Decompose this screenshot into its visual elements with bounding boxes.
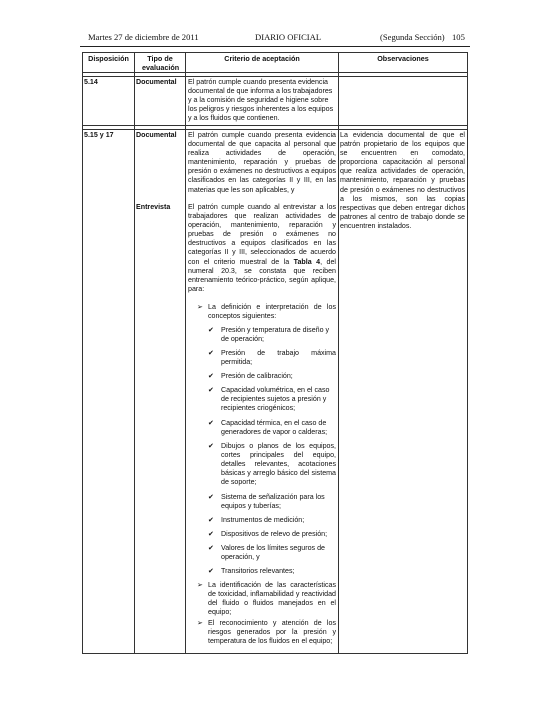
row1-disposicion: 5.14 — [84, 78, 98, 86]
list-subitem: Dibujos o planos de los equipos, cortes principales del equipo, detalles relevantes, acotaciones básicas y arreglo básico del sistema de soporte; — [221, 442, 336, 487]
list-item: El reconocimiento y atención de los riesgos generados por la presión y temperatura de los fluidos en el equipo; — [208, 619, 336, 646]
row2-tipo-documental: Documental — [136, 131, 177, 139]
column-header-disposicion: Disposición — [88, 54, 129, 63]
checkmark-bullet-icon: ✔ — [208, 420, 214, 427]
column-border — [185, 52, 186, 654]
row2-observaciones: La evidencia documental de que el patrón propietario de los equipos que se encuentren en comodato, proporciona capacitación al personal que realiza actividades de operación, mantenimiento, reparación y pruebas de presión o exámenes no destructivos a los mismos, son las copias respectivas que deben entregar dichos patrones al centro de trabajo donde se encuentren instalados. — [340, 131, 465, 230]
checkmark-bullet-icon: ✔ — [208, 494, 214, 501]
checkmark-bullet-icon: ✔ — [208, 327, 214, 334]
column-header-tipo: Tipo de evaluación — [142, 54, 180, 72]
header-section: (Segunda Sección) — [380, 32, 445, 42]
checkmark-bullet-icon: ✔ — [208, 350, 214, 357]
row1-criterio: El patrón cumple cuando presenta evidencia documental de que informa a los trabajadores y a la comisión de seguridad e higiene sobre los peligros y riesgos inherentes a los equipos y a los fluidos que contienen. — [188, 78, 334, 123]
page-header — [80, 32, 470, 46]
column-header-criterio: Criterio de aceptación — [224, 54, 300, 63]
checkmark-bullet-icon: ✔ — [208, 387, 214, 394]
checkmark-bullet-icon: ✔ — [208, 531, 214, 538]
table-bottom-border — [82, 653, 468, 654]
list-subitem: Instrumentos de medición; — [221, 516, 305, 524]
list-subitem: Presión de trabajo máxima permitida; — [221, 349, 336, 367]
checkmark-bullet-icon: ✔ — [208, 443, 214, 450]
list-item: La identificación de las características de toxicidad, inflamabilidad y reactividad del fluido o fluidos manejados en el equipo; — [208, 581, 336, 617]
column-header-observaciones: Observaciones — [377, 54, 429, 63]
row2-disposicion: 5.15 y 17 — [84, 131, 114, 139]
row1-tipo: Documental — [136, 78, 177, 86]
list-subitem: Transitorios relevantes; — [221, 567, 295, 575]
list-item: La definición e interpretación de los conceptos siguientes: — [208, 303, 336, 321]
header-date: Martes 27 de diciembre de 2011 — [88, 32, 199, 42]
row2-criterio-entrevista — [188, 203, 336, 294]
row-separator — [82, 125, 468, 126]
header-page-number: 105 — [452, 32, 465, 42]
row2-tipo-entrevista: Entrevista — [136, 203, 171, 211]
criterio-text: , del numeral 20.3, se constata que reciben entrenamiento teórico-práctico, según aplique, para: — [188, 257, 336, 293]
list-subitem: Dispositivos de relevo de presión; — [221, 530, 328, 538]
header-rule — [80, 46, 470, 47]
list-subitem: Valores de los límites seguros de operación, y — [221, 544, 325, 562]
tabla-reference: Tabla 4 — [293, 257, 321, 266]
row-separator — [82, 129, 468, 130]
checkmark-bullet-icon: ✔ — [208, 517, 214, 524]
list-subitem: Presión de calibración; — [221, 372, 293, 380]
list-subitem: Sistema de señalización para los equipos y tuberías; — [221, 493, 325, 511]
column-border — [338, 52, 339, 654]
arrow-bullet-icon: ➢ — [197, 582, 203, 589]
criteria-table — [82, 52, 468, 654]
checkmark-bullet-icon: ✔ — [208, 373, 214, 380]
column-border — [82, 52, 83, 654]
arrow-bullet-icon: ➢ — [197, 304, 203, 311]
list-subitem: Capacidad volumétrica, en el caso de recipientes sujetos a presión y recipientes criogénicos; — [221, 386, 330, 413]
row-separator — [82, 76, 468, 77]
checkmark-bullet-icon: ✔ — [208, 545, 214, 552]
list-subitem: Presión y temperatura de diseño y de operación; — [221, 326, 330, 344]
list-subitem: Capacidad térmica, en el caso de generadores de vapor o calderas; — [221, 419, 328, 437]
arrow-bullet-icon: ➢ — [197, 620, 203, 627]
table-top-border — [82, 52, 468, 53]
row2-criterio-documental: El patrón cumple cuando presenta evidencia documental de que capacita al personal que realiza actividades de operación, mantenimiento, reparación y pruebas de presión o exámenes no destructivos a equipos clasificados en las categorías II y III, en las materias que les son aplicables, y — [188, 131, 336, 194]
column-border — [467, 52, 468, 654]
header-bottom-border — [82, 72, 468, 73]
criterio-text: El patrón cumple cuando al entrevistar a los trabajadores que realizan actividades de operación, mantenimiento, reparación y pruebas de presión o exámenes no destructivos a equipos clasificados en las categorías II y III, seleccionados de acuerdo con el criterio muestral de la — [188, 203, 336, 266]
header-publication: DIARIO OFICIAL — [255, 32, 322, 42]
checkmark-bullet-icon: ✔ — [208, 568, 214, 575]
column-border — [134, 52, 135, 654]
